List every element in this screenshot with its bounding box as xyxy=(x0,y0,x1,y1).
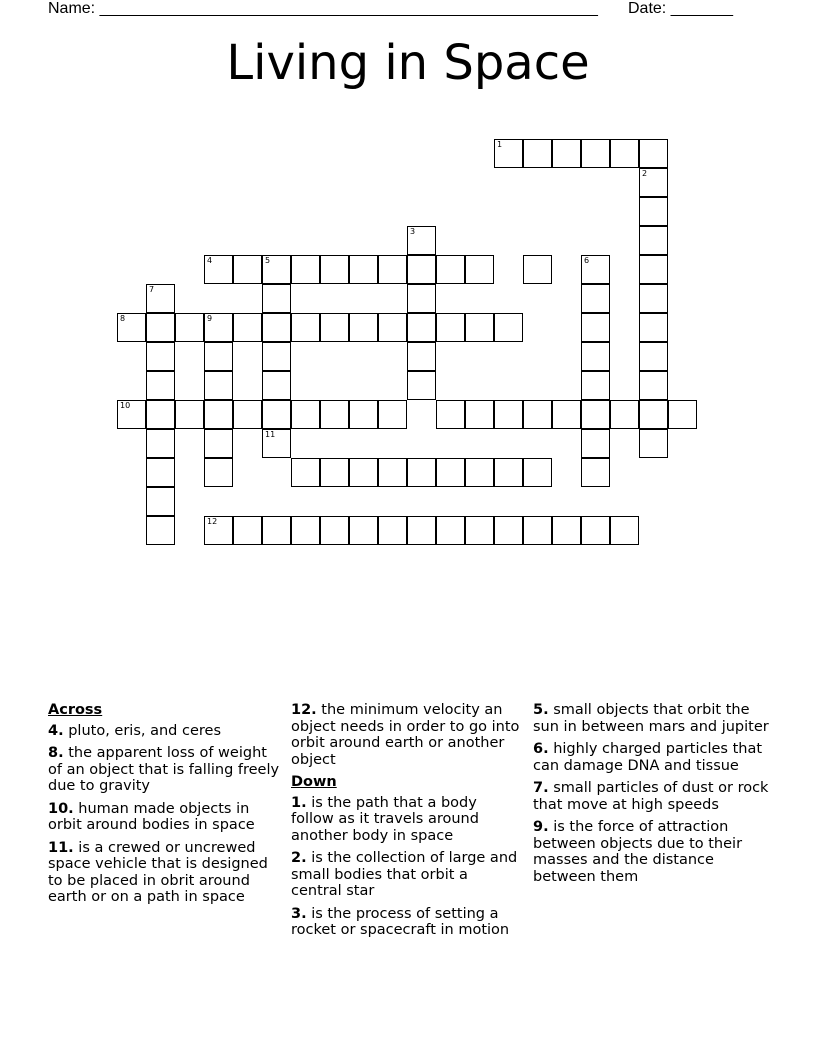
grid-cell[interactable] xyxy=(639,284,668,313)
clue-number: 10. xyxy=(48,800,74,817)
grid-cell[interactable] xyxy=(146,429,175,458)
grid-cell[interactable] xyxy=(407,371,436,400)
clue-number: 6. xyxy=(533,741,549,757)
grid-cell[interactable] xyxy=(581,342,610,371)
grid-cell[interactable] xyxy=(523,458,552,487)
grid-cell[interactable] xyxy=(349,313,378,342)
grid-cell[interactable] xyxy=(610,516,639,545)
grid-cell[interactable] xyxy=(262,516,291,545)
clue-number-label: 12 xyxy=(207,517,218,526)
clue-text: pluto, eris, and ceres xyxy=(63,722,221,739)
grid-cell[interactable] xyxy=(639,139,668,168)
grid-cell[interactable] xyxy=(204,342,233,371)
grid-cell-1[interactable] xyxy=(494,139,523,168)
clue-item xyxy=(48,745,280,795)
grid-cell[interactable] xyxy=(175,400,204,429)
grid-cell[interactable] xyxy=(320,516,349,545)
grid-cell[interactable] xyxy=(262,313,291,342)
grid-cell-4[interactable] xyxy=(204,255,233,284)
grid-cell[interactable] xyxy=(552,400,581,429)
grid-cell[interactable] xyxy=(581,139,610,168)
grid-cell[interactable] xyxy=(552,139,581,168)
clue-item xyxy=(533,741,773,774)
grid-cell[interactable] xyxy=(378,255,407,284)
grid-cell[interactable] xyxy=(639,400,668,429)
clue-number: 11. xyxy=(48,839,74,856)
clue-number: 3. xyxy=(291,905,307,922)
clue-item xyxy=(48,723,280,740)
clue-text: small objects that orbit the sun in between mars and jupiter xyxy=(533,702,769,735)
grid-cell[interactable] xyxy=(668,400,697,429)
grid-cell[interactable] xyxy=(349,458,378,487)
clue-item xyxy=(48,801,280,834)
grid-cell[interactable] xyxy=(494,400,523,429)
grid-cell[interactable] xyxy=(233,400,262,429)
clue-number-label: 8 xyxy=(120,314,126,323)
grid-cell[interactable] xyxy=(262,371,291,400)
grid-cell[interactable] xyxy=(407,313,436,342)
clue-text: the apparent loss of weight of an object that is falling freely due to gravity xyxy=(48,745,280,794)
clue-list-continued xyxy=(533,702,773,885)
grid-cell[interactable] xyxy=(465,255,494,284)
grid-cell[interactable] xyxy=(639,313,668,342)
clue-item xyxy=(291,702,523,768)
clues-column-2 xyxy=(291,702,523,945)
clue-number: 8. xyxy=(48,745,64,761)
grid-cell[interactable] xyxy=(465,516,494,545)
page-title: Living in Space xyxy=(226,35,590,91)
grid-cell[interactable] xyxy=(639,371,668,400)
grid-cell[interactable] xyxy=(233,516,262,545)
grid-cell[interactable] xyxy=(465,313,494,342)
grid-cell[interactable] xyxy=(523,516,552,545)
grid-cell[interactable] xyxy=(378,516,407,545)
grid-cell[interactable] xyxy=(436,516,465,545)
grid-cell[interactable] xyxy=(407,516,436,545)
grid-cell[interactable] xyxy=(146,371,175,400)
clue-item xyxy=(291,795,523,845)
grid-cell[interactable] xyxy=(523,400,552,429)
clue-item xyxy=(291,850,523,900)
grid-cell[interactable] xyxy=(581,400,610,429)
grid-cell-8[interactable] xyxy=(117,313,146,342)
grid-cell[interactable] xyxy=(233,313,262,342)
grid-cell-12[interactable] xyxy=(204,516,233,545)
grid-cell[interactable] xyxy=(349,255,378,284)
name-field-label: Name: ________________________________________________________ xyxy=(48,0,598,17)
grid-cell[interactable] xyxy=(291,255,320,284)
grid-cell[interactable] xyxy=(378,400,407,429)
grid-cell[interactable] xyxy=(610,400,639,429)
grid-cell[interactable] xyxy=(146,313,175,342)
grid-cell[interactable] xyxy=(291,313,320,342)
grid-cell[interactable] xyxy=(378,458,407,487)
grid-cell[interactable] xyxy=(581,313,610,342)
grid-cell[interactable] xyxy=(291,516,320,545)
grid-cell-6[interactable] xyxy=(581,255,610,284)
grid-cell[interactable] xyxy=(436,313,465,342)
grid-cell[interactable] xyxy=(262,284,291,313)
clue-number: 12. xyxy=(291,702,317,718)
grid-cell[interactable] xyxy=(494,458,523,487)
down-heading: Down xyxy=(291,774,337,790)
clue-number-label: 11 xyxy=(265,430,276,439)
clue-item xyxy=(533,780,773,813)
grid-cell[interactable] xyxy=(320,400,349,429)
grid-cell[interactable] xyxy=(436,255,465,284)
grid-cell[interactable] xyxy=(407,255,436,284)
grid-cell[interactable] xyxy=(262,342,291,371)
grid-cell-5[interactable] xyxy=(262,255,291,284)
across-heading: Across xyxy=(48,702,103,718)
grid-cell[interactable] xyxy=(204,458,233,487)
grid-cell-11[interactable] xyxy=(262,429,291,458)
grid-cell[interactable] xyxy=(146,400,175,429)
grid-cell[interactable] xyxy=(291,400,320,429)
grid-cell[interactable] xyxy=(465,400,494,429)
grid-cell-7[interactable] xyxy=(146,284,175,313)
clue-item xyxy=(533,819,773,885)
grid-cell[interactable] xyxy=(320,458,349,487)
grid-cell[interactable] xyxy=(320,255,349,284)
grid-cell[interactable] xyxy=(639,342,668,371)
clue-text: small particles of dust or rock that move at high speeds xyxy=(533,780,769,813)
clue-text: the minimum velocity an object needs in order to go into orbit around earth or another object xyxy=(291,702,520,768)
grid-cell[interactable] xyxy=(610,139,639,168)
clue-number: 9. xyxy=(533,819,549,835)
grid-cell[interactable] xyxy=(262,400,291,429)
grid-cell[interactable] xyxy=(639,226,668,255)
grid-cell[interactable] xyxy=(349,400,378,429)
grid-cell[interactable] xyxy=(639,197,668,226)
grid-cell[interactable] xyxy=(407,284,436,313)
grid-cell[interactable] xyxy=(204,371,233,400)
across-list-continued xyxy=(291,702,523,768)
grid-cell[interactable] xyxy=(494,516,523,545)
across-list xyxy=(48,723,280,906)
clue-number-label: 4 xyxy=(207,256,213,265)
grid-cell-9[interactable] xyxy=(204,313,233,342)
clue-text: is the process of setting a rocket or spacecraft in motion xyxy=(291,905,510,938)
clue-text: human made objects in orbit around bodies in space xyxy=(48,800,255,833)
grid-cell[interactable] xyxy=(146,487,175,516)
clues-column-1 xyxy=(48,702,280,912)
clue-number-label: 1 xyxy=(497,140,503,149)
clue-number: 5. xyxy=(533,702,549,718)
clue-number: 1. xyxy=(291,794,307,811)
grid-cell-10[interactable] xyxy=(117,400,146,429)
clue-text: is a crewed or uncrewed space vehicle that is designed to be placed in obrit around earth or on a path in space xyxy=(48,839,268,905)
grid-cell[interactable] xyxy=(407,342,436,371)
clue-number-label: 5 xyxy=(265,256,271,265)
grid-cell[interactable] xyxy=(204,429,233,458)
grid-cell[interactable] xyxy=(523,255,552,284)
grid-cell[interactable] xyxy=(581,458,610,487)
grid-cell[interactable] xyxy=(146,458,175,487)
grid-cell[interactable] xyxy=(407,458,436,487)
clue-number-label: 10 xyxy=(120,401,131,410)
grid-cell[interactable] xyxy=(291,458,320,487)
grid-cell[interactable] xyxy=(465,458,494,487)
grid-cell[interactable] xyxy=(581,429,610,458)
grid-cell[interactable] xyxy=(523,139,552,168)
grid-cell[interactable] xyxy=(581,284,610,313)
grid-cell[interactable] xyxy=(233,255,262,284)
clue-text: highly charged particles that can damage DNA and tissue xyxy=(533,741,763,774)
clue-number-label: 9 xyxy=(207,314,213,323)
clue-number: 4. xyxy=(48,722,64,739)
grid-cell[interactable] xyxy=(436,400,465,429)
grid-cell-3[interactable] xyxy=(407,226,436,255)
clue-text: is the force of attraction between objects due to their masses and the distance between them xyxy=(533,819,743,885)
grid-cell[interactable] xyxy=(204,400,233,429)
clue-number-label: 2 xyxy=(642,169,648,178)
clue-item xyxy=(291,906,523,939)
clue-number: 7. xyxy=(533,780,549,796)
grid-cell-2[interactable] xyxy=(639,168,668,197)
clue-number-label: 7 xyxy=(149,285,155,294)
clue-text: is the path that a body follow as it travels around another body in space xyxy=(291,794,479,844)
grid-cell[interactable] xyxy=(436,458,465,487)
date-field-label: Date: _______ xyxy=(628,0,733,17)
grid-cell[interactable] xyxy=(581,516,610,545)
clues-column-3 xyxy=(533,702,773,891)
grid-cell[interactable] xyxy=(175,313,204,342)
grid-cell[interactable] xyxy=(494,313,523,342)
clue-item xyxy=(533,702,773,735)
down-list xyxy=(291,795,523,939)
grid-cell[interactable] xyxy=(320,313,349,342)
clue-text: is the collection of large and small bodies that orbit a central star xyxy=(291,850,518,899)
grid-cell[interactable] xyxy=(581,371,610,400)
clue-number-label: 3 xyxy=(410,227,416,236)
grid-cell[interactable] xyxy=(552,516,581,545)
clue-number: 2. xyxy=(291,850,307,866)
grid-cell[interactable] xyxy=(639,255,668,284)
grid-cell[interactable] xyxy=(639,429,668,458)
clue-item xyxy=(48,840,280,906)
grid-cell[interactable] xyxy=(146,342,175,371)
clue-number-label: 6 xyxy=(584,256,590,265)
grid-cell[interactable] xyxy=(378,313,407,342)
grid-cell[interactable] xyxy=(349,516,378,545)
grid-cell[interactable] xyxy=(146,516,175,545)
